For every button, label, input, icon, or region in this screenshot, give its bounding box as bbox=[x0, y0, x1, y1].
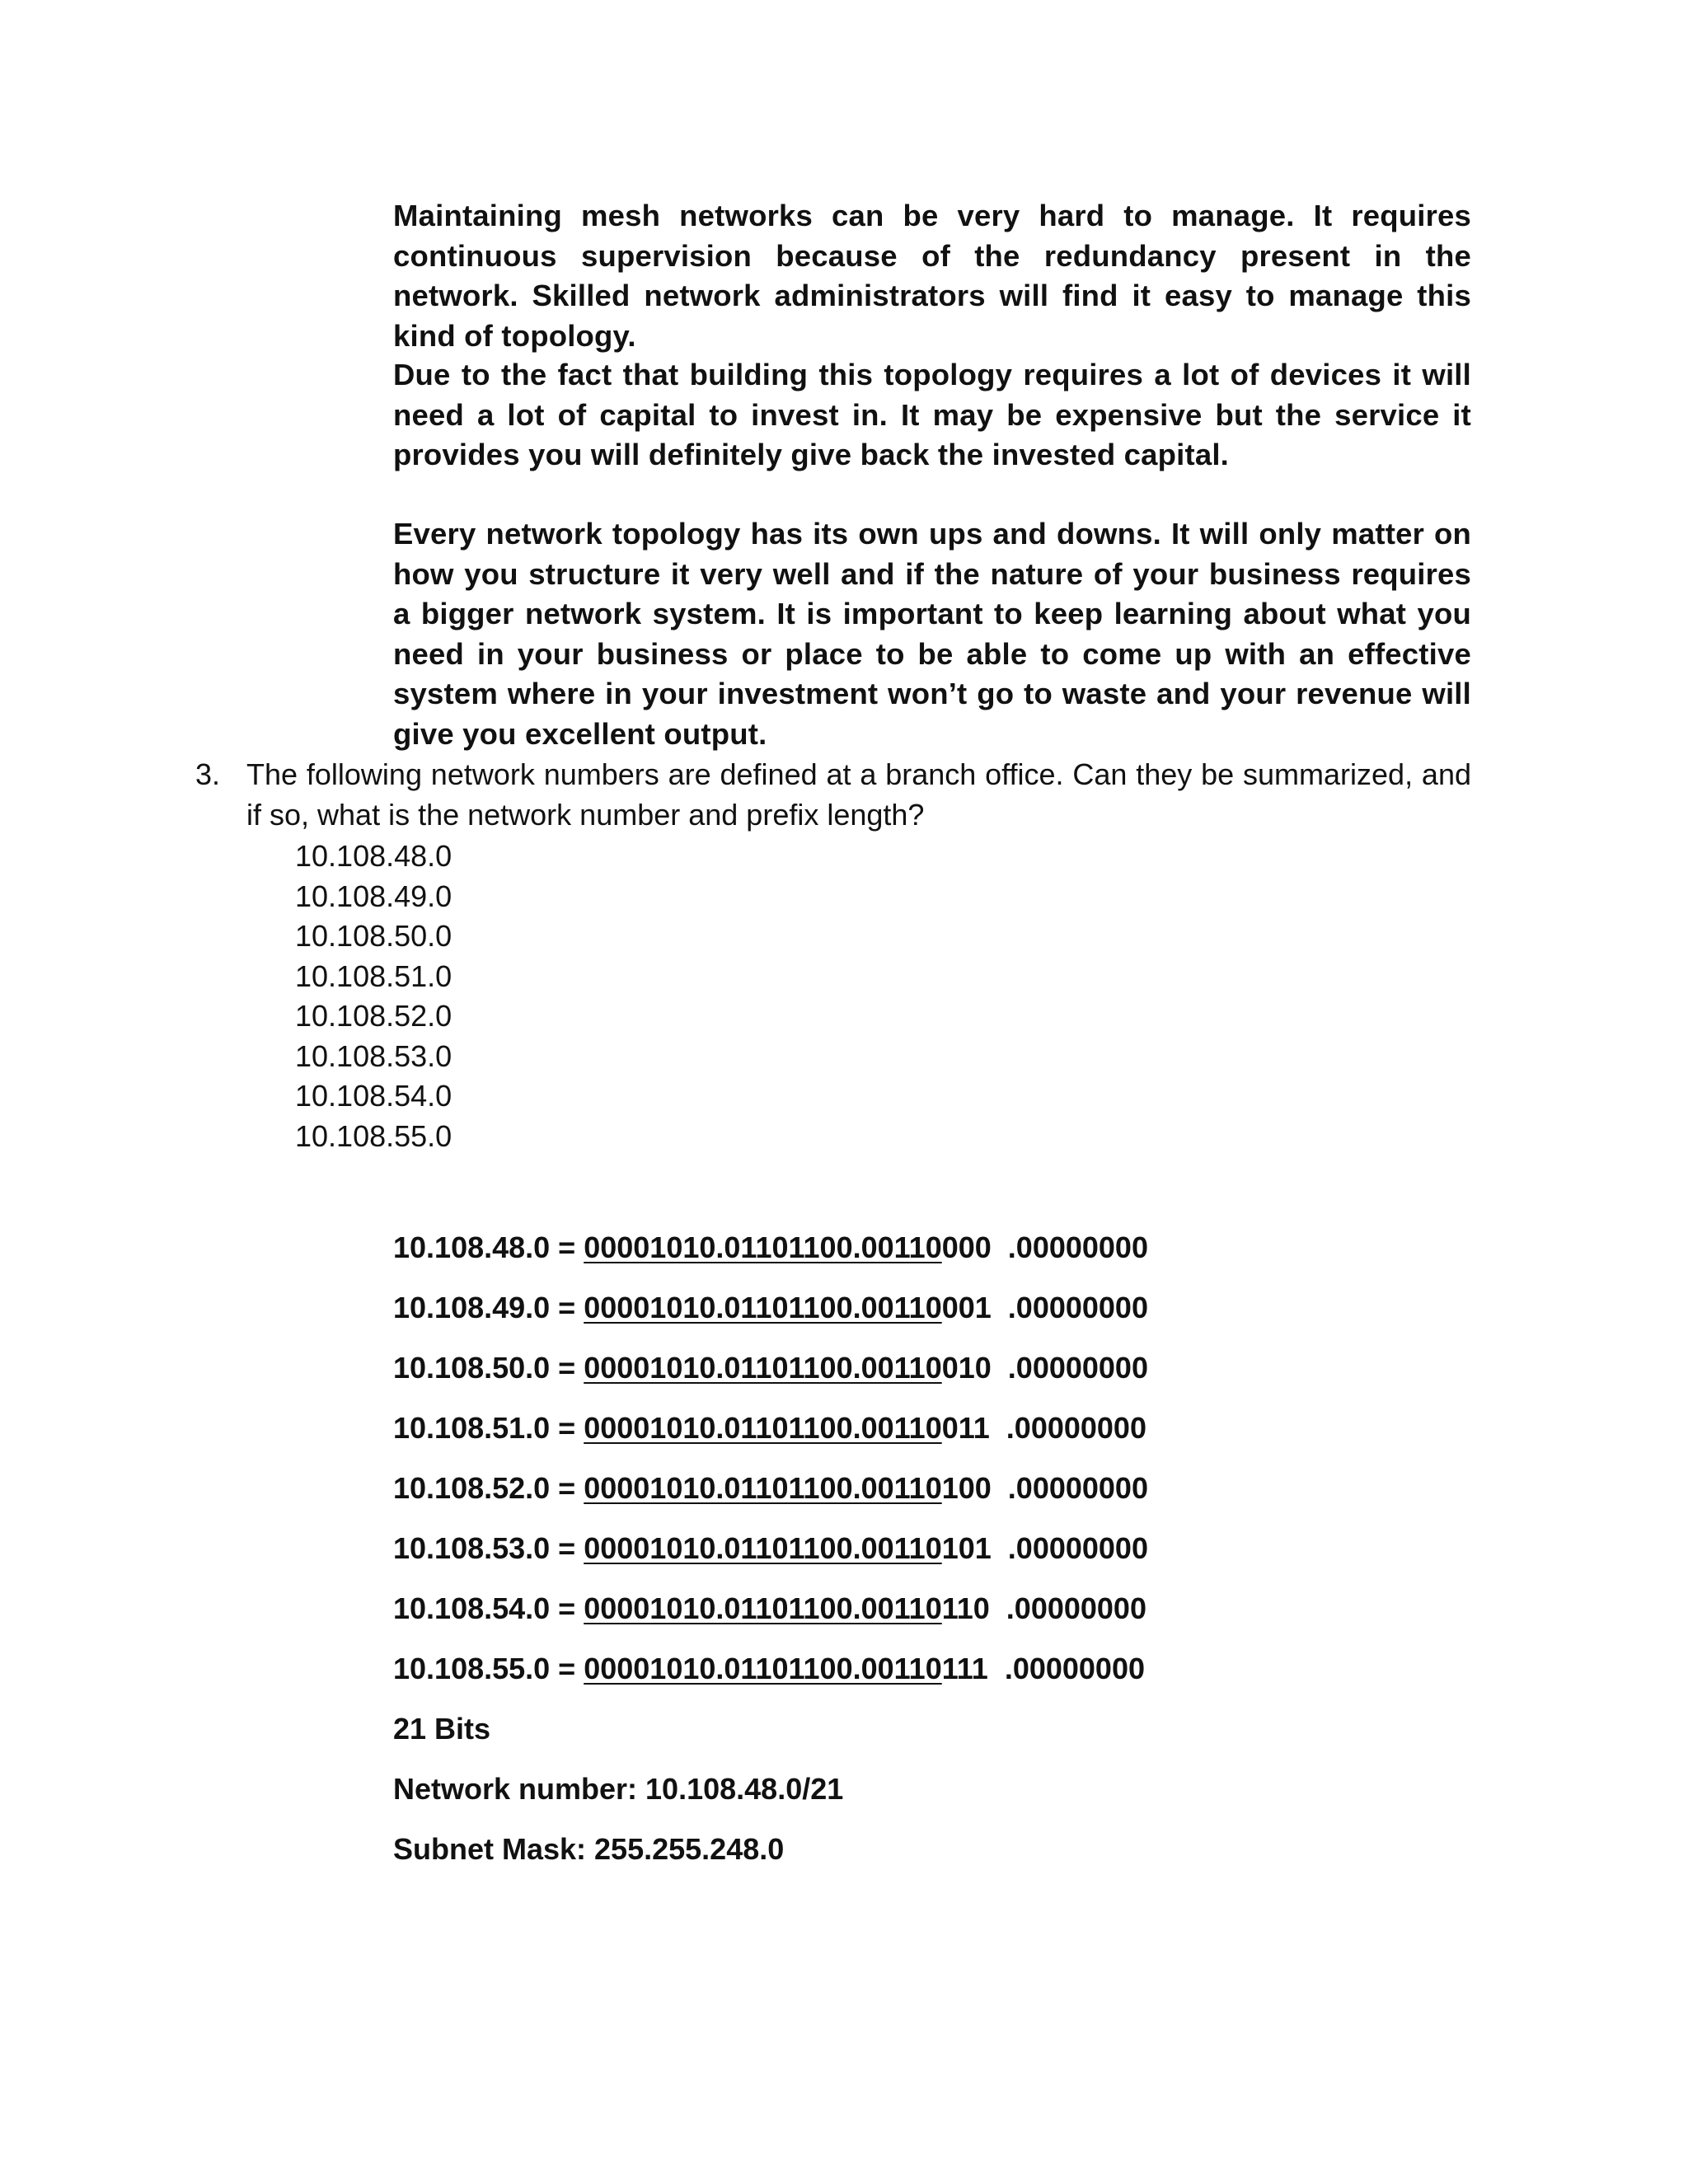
question-text: The following network numbers are defined at a branch office. Can they be summarized, and if so, what is the network number and prefix length? bbox=[246, 757, 1471, 832]
binary-row bbox=[393, 1589, 1148, 1649]
binary-remaining-bits: 100 bbox=[941, 1471, 992, 1505]
binary-row-ip: 10.108.52.0 = bbox=[393, 1471, 584, 1505]
binary-row bbox=[393, 1529, 1148, 1589]
paragraph-topology-conclusion: Every network topology has its own ups and downs. It will only matter on how you structure it very well and if the nature of your business requires a bigger network system. It is important to keep learning about what you need in your business or place to be able to come up with an effective system where in your investment won’t go to waste and your revenue will give you excellent output. bbox=[393, 517, 1471, 751]
binary-row-ip: 10.108.55.0 = bbox=[393, 1652, 584, 1685]
binary-host-octet: .00000000 bbox=[991, 1471, 1148, 1505]
binary-conversion-list bbox=[393, 1228, 1148, 1709]
binary-host-octet: .00000000 bbox=[991, 1351, 1148, 1385]
binary-remaining-bits: 101 bbox=[941, 1531, 992, 1565]
binary-row-ip: 10.108.54.0 = bbox=[393, 1591, 584, 1625]
paragraph-mesh-maintenance: Maintaining mesh networks can be very hard to manage. It requires continuous supervision because of the redundancy present in the network. Skilled network administrators will find it easy to manage this kind of topology. bbox=[393, 199, 1471, 353]
binary-row-ip: 10.108.53.0 = bbox=[393, 1531, 584, 1565]
binary-host-octet: .00000000 bbox=[991, 1531, 1148, 1565]
network-item: 10.108.49.0 bbox=[295, 879, 452, 913]
binary-row-ip: 10.108.50.0 = bbox=[393, 1351, 584, 1385]
summary-answer bbox=[393, 1709, 843, 1890]
network-number: Network number: 10.108.48.0/21 bbox=[393, 1772, 844, 1806]
binary-common-bits: 00001010.01101100.00110 bbox=[584, 1591, 942, 1625]
network-item: 10.108.55.0 bbox=[295, 1118, 452, 1153]
network-item: 10.108.53.0 bbox=[295, 1038, 452, 1073]
network-item: 10.108.48.0 bbox=[295, 839, 452, 873]
binary-row bbox=[393, 1408, 1148, 1469]
binary-remaining-bits: 011 bbox=[941, 1411, 990, 1445]
binary-host-octet: .00000000 bbox=[989, 1591, 1146, 1625]
binary-row bbox=[393, 1288, 1148, 1348]
network-item: 10.108.54.0 bbox=[295, 1079, 452, 1113]
binary-host-octet: .00000000 bbox=[987, 1652, 1145, 1685]
binary-remaining-bits: 001 bbox=[941, 1291, 992, 1324]
binary-remaining-bits: 110 bbox=[941, 1591, 990, 1625]
binary-common-bits: 00001010.01101100.00110 bbox=[584, 1351, 942, 1385]
subnet-mask: Subnet Mask: 255.255.248.0 bbox=[393, 1832, 785, 1866]
binary-common-bits: 00001010.01101100.00110 bbox=[584, 1230, 942, 1264]
binary-remaining-bits: 111 bbox=[941, 1652, 988, 1685]
binary-row bbox=[393, 1469, 1148, 1529]
binary-host-octet: .00000000 bbox=[989, 1411, 1146, 1445]
network-list bbox=[295, 837, 452, 1156]
binary-row bbox=[393, 1649, 1148, 1709]
prefix-bits: 21 Bits bbox=[393, 1712, 491, 1746]
binary-row-ip: 10.108.48.0 = bbox=[393, 1230, 584, 1264]
binary-common-bits: 00001010.01101100.00110 bbox=[584, 1411, 942, 1445]
network-item: 10.108.51.0 bbox=[295, 958, 452, 993]
binary-host-octet: .00000000 bbox=[991, 1230, 1148, 1264]
binary-remaining-bits: 000 bbox=[941, 1230, 992, 1264]
question-number: 3. bbox=[195, 757, 221, 791]
network-item: 10.108.52.0 bbox=[295, 999, 452, 1033]
binary-row-ip: 10.108.49.0 = bbox=[393, 1291, 584, 1324]
question-3 bbox=[195, 754, 1471, 835]
binary-common-bits: 00001010.01101100.00110 bbox=[584, 1531, 942, 1565]
binary-common-bits: 00001010.01101100.00110 bbox=[584, 1291, 942, 1324]
binary-row bbox=[393, 1228, 1148, 1288]
binary-common-bits: 00001010.01101100.00110 bbox=[584, 1652, 942, 1685]
binary-row bbox=[393, 1348, 1148, 1408]
binary-host-octet: .00000000 bbox=[991, 1291, 1148, 1324]
paragraph-mesh-cost: Due to the fact that building this topology requires a lot of devices it will need a lot of capital to invest in. It may be expensive but the service it provides you will definitely give back the invested capital. bbox=[393, 358, 1471, 471]
network-item: 10.108.50.0 bbox=[295, 919, 452, 953]
binary-row-ip: 10.108.51.0 = bbox=[393, 1411, 584, 1445]
binary-common-bits: 00001010.01101100.00110 bbox=[584, 1471, 942, 1505]
binary-remaining-bits: 010 bbox=[941, 1351, 992, 1385]
